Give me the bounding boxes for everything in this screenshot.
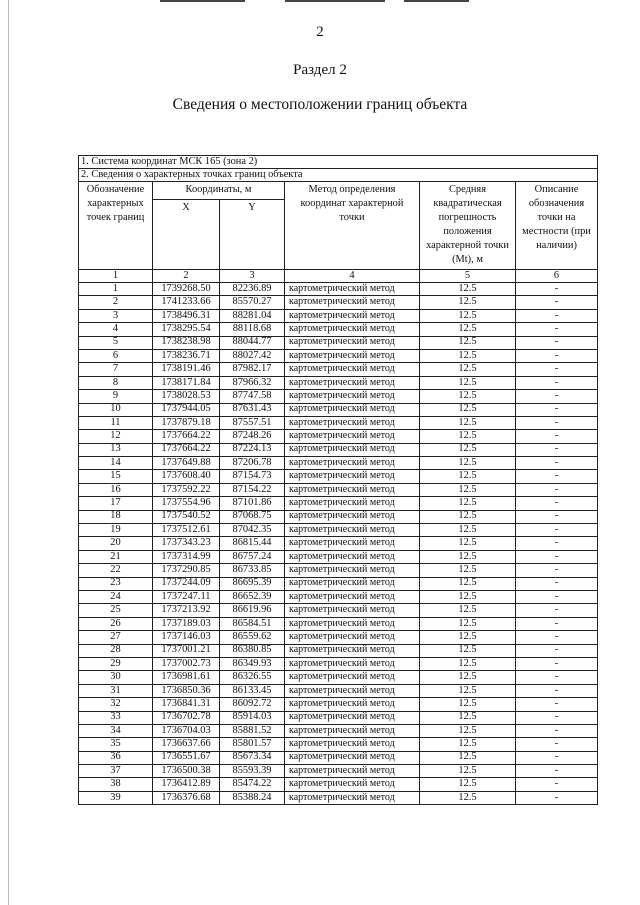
coord-x: 1736637.66 xyxy=(153,738,220,751)
coord-x: 1737314.99 xyxy=(153,550,220,563)
coord-y: 87101.86 xyxy=(220,497,285,510)
method: картометрический метод xyxy=(285,684,420,697)
column-number: 2 xyxy=(153,270,220,283)
coord-y: 87248.26 xyxy=(220,430,285,443)
mean-square-error: 12.5 xyxy=(420,349,516,362)
point-number: 26 xyxy=(79,617,153,630)
mean-square-error: 12.5 xyxy=(420,283,516,296)
point-number: 1 xyxy=(79,283,153,296)
point-description: - xyxy=(516,443,598,456)
point-description: - xyxy=(516,657,598,670)
point-description: - xyxy=(516,296,598,309)
mean-square-error: 12.5 xyxy=(420,510,516,523)
method: картометрический метод xyxy=(285,430,420,443)
point-description: - xyxy=(516,564,598,577)
coord-y: 87154.73 xyxy=(220,470,285,483)
mean-square-error: 12.5 xyxy=(420,604,516,617)
coord-y: 88281.04 xyxy=(220,309,285,322)
point-description: - xyxy=(516,323,598,336)
method: картометрический метод xyxy=(285,644,420,657)
point-number: 29 xyxy=(79,657,153,670)
table-row xyxy=(79,684,598,697)
coord-x: 1737290.85 xyxy=(153,564,220,577)
coord-x: 1738295.54 xyxy=(153,323,220,336)
table-row xyxy=(79,577,598,590)
point-number: 39 xyxy=(79,791,153,804)
mean-square-error: 12.5 xyxy=(420,443,516,456)
method: картометрический метод xyxy=(285,363,420,376)
point-number: 30 xyxy=(79,671,153,684)
table-row xyxy=(79,363,598,376)
point-description: - xyxy=(516,483,598,496)
coord-x: 1738238.98 xyxy=(153,336,220,349)
point-description: - xyxy=(516,590,598,603)
point-description: - xyxy=(516,537,598,550)
table-row xyxy=(79,550,598,563)
mean-square-error: 12.5 xyxy=(420,590,516,603)
point-description: - xyxy=(516,751,598,764)
header-designation: Обозначение характерных точек границ xyxy=(79,182,153,270)
document-title: Сведения о местоположении границ объекта xyxy=(172,96,468,113)
coord-y: 85593.39 xyxy=(220,765,285,778)
point-number: 8 xyxy=(79,376,153,389)
page-edge xyxy=(8,0,9,905)
coord-y: 87557.51 xyxy=(220,416,285,429)
coord-y: 87206.78 xyxy=(220,457,285,470)
point-description: - xyxy=(516,791,598,804)
method: картометрический метод xyxy=(285,470,420,483)
method: картометрический метод xyxy=(285,631,420,644)
coord-y: 85914.03 xyxy=(220,711,285,724)
point-description: - xyxy=(516,336,598,349)
point-description: - xyxy=(516,390,598,403)
mean-square-error: 12.5 xyxy=(420,738,516,751)
method: картометрический метод xyxy=(285,671,420,684)
coord-y: 86133.45 xyxy=(220,684,285,697)
coord-x: 1737664.22 xyxy=(153,443,220,456)
point-number: 21 xyxy=(79,550,153,563)
method: картометрический метод xyxy=(285,791,420,804)
coord-x: 1738236.71 xyxy=(153,349,220,362)
coord-x: 1736850.36 xyxy=(153,684,220,697)
mean-square-error: 12.5 xyxy=(420,550,516,563)
method: картометрический метод xyxy=(285,390,420,403)
point-number: 6 xyxy=(79,349,153,362)
table-row xyxy=(79,457,598,470)
coord-x: 1737213.92 xyxy=(153,604,220,617)
coord-y: 85388.24 xyxy=(220,791,285,804)
coord-x: 1741233.66 xyxy=(153,296,220,309)
method: картометрический метод xyxy=(285,524,420,537)
coord-x: 1736376.68 xyxy=(153,791,220,804)
scan-artifact-line xyxy=(285,0,385,2)
mean-square-error: 12.5 xyxy=(420,671,516,684)
table-row xyxy=(79,738,598,751)
scan-artifact-line xyxy=(404,0,469,2)
method: картометрический метод xyxy=(285,711,420,724)
table-row xyxy=(79,443,598,456)
method: картометрический метод xyxy=(285,510,420,523)
method: картометрический метод xyxy=(285,604,420,617)
point-number: 19 xyxy=(79,524,153,537)
coord-x: 1737244.09 xyxy=(153,577,220,590)
point-description: - xyxy=(516,711,598,724)
table-row xyxy=(79,698,598,711)
mean-square-error: 12.5 xyxy=(420,751,516,764)
method: картометрический метод xyxy=(285,323,420,336)
mean-square-error: 12.5 xyxy=(420,483,516,496)
point-number: 37 xyxy=(79,765,153,778)
coordinate-system: 1. Система координат МСК 165 (зона 2) xyxy=(79,156,598,169)
point-description: - xyxy=(516,497,598,510)
point-description: - xyxy=(516,550,598,563)
coord-y: 87154.22 xyxy=(220,483,285,496)
point-number: 24 xyxy=(79,590,153,603)
column-number-row xyxy=(79,270,598,283)
table-row xyxy=(79,657,598,670)
coord-x: 1737592.22 xyxy=(153,483,220,496)
method: картометрический метод xyxy=(285,564,420,577)
method: картометрический метод xyxy=(285,724,420,737)
method: картометрический метод xyxy=(285,550,420,563)
coord-x: 1738191.46 xyxy=(153,363,220,376)
table-row xyxy=(79,671,598,684)
point-description: - xyxy=(516,631,598,644)
mean-square-error: 12.5 xyxy=(420,657,516,670)
point-description: - xyxy=(516,283,598,296)
table-row xyxy=(79,524,598,537)
coord-x: 1737343.23 xyxy=(153,537,220,550)
coord-x: 1736704.03 xyxy=(153,724,220,737)
coord-x: 1737146.03 xyxy=(153,631,220,644)
point-number: 17 xyxy=(79,497,153,510)
point-number: 11 xyxy=(79,416,153,429)
coord-x: 1738496.31 xyxy=(153,309,220,322)
coord-y: 86326.55 xyxy=(220,671,285,684)
point-number: 20 xyxy=(79,537,153,550)
coord-y: 85881.52 xyxy=(220,724,285,737)
column-number: 3 xyxy=(220,270,285,283)
table-row xyxy=(79,376,598,389)
coord-y: 86092.72 xyxy=(220,698,285,711)
table-row xyxy=(79,510,598,523)
method: картометрический метод xyxy=(285,457,420,470)
method: картометрический метод xyxy=(285,590,420,603)
mean-square-error: 12.5 xyxy=(420,644,516,657)
coord-y: 82236.89 xyxy=(220,283,285,296)
mean-square-error: 12.5 xyxy=(420,470,516,483)
mean-square-error: 12.5 xyxy=(420,791,516,804)
point-number: 33 xyxy=(79,711,153,724)
scan-artifact-line xyxy=(160,0,245,2)
table-row xyxy=(79,430,598,443)
coord-y: 87966.32 xyxy=(220,376,285,389)
mean-square-error: 12.5 xyxy=(420,711,516,724)
method: картометрический метод xyxy=(285,283,420,296)
method: картометрический метод xyxy=(285,483,420,496)
header-description: Описание обозначения точки на местности (при наличии) xyxy=(516,182,598,270)
mean-square-error: 12.5 xyxy=(420,765,516,778)
coord-y: 86695.39 xyxy=(220,577,285,590)
coord-x: 1737649.88 xyxy=(153,457,220,470)
mean-square-error: 12.5 xyxy=(420,724,516,737)
mean-square-error: 12.5 xyxy=(420,323,516,336)
point-description: - xyxy=(516,671,598,684)
mean-square-error: 12.5 xyxy=(420,376,516,389)
table-row xyxy=(79,349,598,362)
method: картометрический метод xyxy=(285,537,420,550)
table-row xyxy=(79,537,598,550)
coord-x: 1736981.61 xyxy=(153,671,220,684)
table-row xyxy=(79,323,598,336)
mean-square-error: 12.5 xyxy=(420,363,516,376)
point-number: 38 xyxy=(79,778,153,791)
coord-y: 87747.58 xyxy=(220,390,285,403)
point-description: - xyxy=(516,738,598,751)
coord-y: 87224.13 xyxy=(220,443,285,456)
header-method: Метод определения координат характерной точки xyxy=(285,182,420,270)
point-number: 12 xyxy=(79,430,153,443)
point-number: 25 xyxy=(79,604,153,617)
mean-square-error: 12.5 xyxy=(420,631,516,644)
mean-square-error: 12.5 xyxy=(420,457,516,470)
table-row xyxy=(79,791,598,804)
page-number: 2 xyxy=(316,24,324,40)
mean-square-error: 12.5 xyxy=(420,684,516,697)
coord-x: 1736551.67 xyxy=(153,751,220,764)
point-description: - xyxy=(516,684,598,697)
header-coordinates: Координаты, м xyxy=(153,182,285,200)
header-x: X xyxy=(153,200,220,270)
method: картометрический метод xyxy=(285,617,420,630)
point-description: - xyxy=(516,765,598,778)
point-description: - xyxy=(516,470,598,483)
coord-y: 86584.51 xyxy=(220,617,285,630)
coord-y: 85673.34 xyxy=(220,751,285,764)
point-number: 27 xyxy=(79,631,153,644)
point-number: 13 xyxy=(79,443,153,456)
table-row xyxy=(79,617,598,630)
coord-y: 86349.93 xyxy=(220,657,285,670)
method: картометрический метод xyxy=(285,443,420,456)
method: картометрический метод xyxy=(285,778,420,791)
point-number: 10 xyxy=(79,403,153,416)
point-number: 18 xyxy=(79,510,153,523)
coord-x: 1737512.61 xyxy=(153,524,220,537)
table-row xyxy=(79,711,598,724)
coord-y: 86619.96 xyxy=(220,604,285,617)
coord-x: 1737608.40 xyxy=(153,470,220,483)
point-number: 36 xyxy=(79,751,153,764)
column-number: 1 xyxy=(79,270,153,283)
section-title: Раздел 2 xyxy=(293,62,347,78)
table-row xyxy=(79,336,598,349)
coord-x: 1736500.38 xyxy=(153,765,220,778)
point-number: 4 xyxy=(79,323,153,336)
point-number: 16 xyxy=(79,483,153,496)
coord-y: 88118.68 xyxy=(220,323,285,336)
coord-y: 85570.27 xyxy=(220,296,285,309)
point-description: - xyxy=(516,430,598,443)
point-description: - xyxy=(516,457,598,470)
coord-y: 85801.57 xyxy=(220,738,285,751)
coord-x: 1738028.53 xyxy=(153,390,220,403)
coord-y: 86733.85 xyxy=(220,564,285,577)
coord-y: 86559.62 xyxy=(220,631,285,644)
coord-x: 1736702.78 xyxy=(153,711,220,724)
point-number: 9 xyxy=(79,390,153,403)
coord-x: 1737664.22 xyxy=(153,430,220,443)
coord-y: 87631.43 xyxy=(220,403,285,416)
method: картометрический метод xyxy=(285,577,420,590)
method: картометрический метод xyxy=(285,738,420,751)
table-row xyxy=(79,751,598,764)
point-description: - xyxy=(516,724,598,737)
table-row xyxy=(79,590,598,603)
coord-x: 1737554.96 xyxy=(153,497,220,510)
mean-square-error: 12.5 xyxy=(420,698,516,711)
point-number: 32 xyxy=(79,698,153,711)
table-row xyxy=(79,644,598,657)
header-y: Y xyxy=(220,200,285,270)
point-number: 14 xyxy=(79,457,153,470)
point-number: 15 xyxy=(79,470,153,483)
column-number: 5 xyxy=(420,270,516,283)
point-description: - xyxy=(516,363,598,376)
header-error: Средняя квадратическая погрешность положения характерной точки (Mt), м xyxy=(420,182,516,270)
table-row xyxy=(79,309,598,322)
coord-y: 86815.44 xyxy=(220,537,285,550)
mean-square-error: 12.5 xyxy=(420,524,516,537)
boundary-points-table xyxy=(78,155,598,805)
coord-x: 1737944.05 xyxy=(153,403,220,416)
mean-square-error: 12.5 xyxy=(420,497,516,510)
method: картометрический метод xyxy=(285,309,420,322)
point-description: - xyxy=(516,577,598,590)
point-description: - xyxy=(516,644,598,657)
point-number: 2 xyxy=(79,296,153,309)
mean-square-error: 12.5 xyxy=(420,309,516,322)
coord-y: 88044.77 xyxy=(220,336,285,349)
coord-x: 1736841.31 xyxy=(153,698,220,711)
mean-square-error: 12.5 xyxy=(420,537,516,550)
mean-square-error: 12.5 xyxy=(420,577,516,590)
table-row xyxy=(79,483,598,496)
point-description: - xyxy=(516,416,598,429)
method: картометрический метод xyxy=(285,497,420,510)
point-number: 3 xyxy=(79,309,153,322)
mean-square-error: 12.5 xyxy=(420,778,516,791)
point-number: 34 xyxy=(79,724,153,737)
point-number: 31 xyxy=(79,684,153,697)
mean-square-error: 12.5 xyxy=(420,403,516,416)
table-row xyxy=(79,724,598,737)
coord-x: 1736412.89 xyxy=(153,778,220,791)
point-description: - xyxy=(516,524,598,537)
point-description: - xyxy=(516,510,598,523)
method: картометрический метод xyxy=(285,336,420,349)
point-description: - xyxy=(516,309,598,322)
point-number: 35 xyxy=(79,738,153,751)
point-description: - xyxy=(516,698,598,711)
table-row xyxy=(79,564,598,577)
method: картометрический метод xyxy=(285,416,420,429)
point-description: - xyxy=(516,403,598,416)
coord-x: 1738171.84 xyxy=(153,376,220,389)
mean-square-error: 12.5 xyxy=(420,336,516,349)
table-subtitle: 2. Сведения о характерных точках границ объекта xyxy=(79,169,598,182)
point-number: 28 xyxy=(79,644,153,657)
table-row xyxy=(79,778,598,791)
coord-x: 1737879.18 xyxy=(153,416,220,429)
point-number: 23 xyxy=(79,577,153,590)
coord-x: 1737247.11 xyxy=(153,590,220,603)
mean-square-error: 12.5 xyxy=(420,430,516,443)
method: картометрический метод xyxy=(285,751,420,764)
mean-square-error: 12.5 xyxy=(420,416,516,429)
mean-square-error: 12.5 xyxy=(420,564,516,577)
table-row xyxy=(79,470,598,483)
coord-y: 86652.39 xyxy=(220,590,285,603)
table-row xyxy=(79,403,598,416)
point-description: - xyxy=(516,376,598,389)
coord-x: 1737001.21 xyxy=(153,644,220,657)
point-description: - xyxy=(516,617,598,630)
coord-x: 1737002.73 xyxy=(153,657,220,670)
coord-y: 86380.85 xyxy=(220,644,285,657)
method: картометрический метод xyxy=(285,376,420,389)
table-row xyxy=(79,497,598,510)
method: картометрический метод xyxy=(285,349,420,362)
method: картометрический метод xyxy=(285,698,420,711)
coord-x: 1737189.03 xyxy=(153,617,220,630)
point-description: - xyxy=(516,778,598,791)
coord-y: 85474.22 xyxy=(220,778,285,791)
coord-x: 1739268.50 xyxy=(153,283,220,296)
coord-y: 87982.17 xyxy=(220,363,285,376)
mean-square-error: 12.5 xyxy=(420,296,516,309)
method: картометрический метод xyxy=(285,403,420,416)
method: картометрический метод xyxy=(285,765,420,778)
point-number: 7 xyxy=(79,363,153,376)
table-row xyxy=(79,296,598,309)
column-number: 6 xyxy=(516,270,598,283)
table-row xyxy=(79,416,598,429)
mean-square-error: 12.5 xyxy=(420,617,516,630)
point-number: 22 xyxy=(79,564,153,577)
point-number: 5 xyxy=(79,336,153,349)
method: картометрический метод xyxy=(285,296,420,309)
table-row xyxy=(79,604,598,617)
table-row xyxy=(79,283,598,296)
table-row xyxy=(79,631,598,644)
coord-y: 88027.42 xyxy=(220,349,285,362)
method: картометрический метод xyxy=(285,657,420,670)
table-row xyxy=(79,765,598,778)
coord-y: 86757.24 xyxy=(220,550,285,563)
coord-y: 87042.35 xyxy=(220,524,285,537)
coord-x: 1737540.52 xyxy=(153,510,220,523)
point-description: - xyxy=(516,604,598,617)
mean-square-error: 12.5 xyxy=(420,390,516,403)
column-number: 4 xyxy=(285,270,420,283)
point-description: - xyxy=(516,349,598,362)
coord-y: 87068.75 xyxy=(220,510,285,523)
table-row xyxy=(79,390,598,403)
